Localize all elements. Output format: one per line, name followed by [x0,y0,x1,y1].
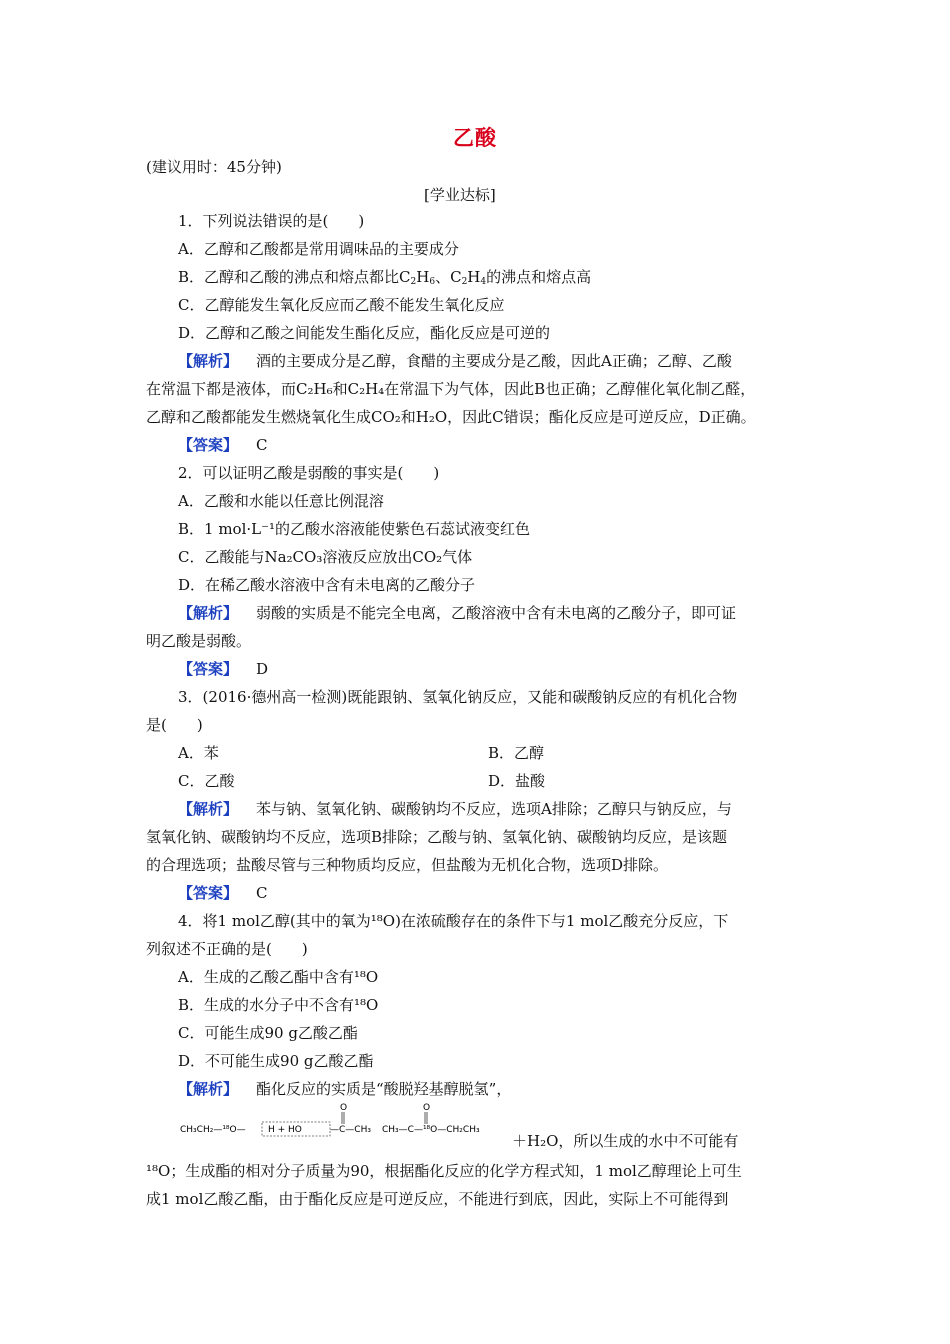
q3-analysis-line1: 【解析】 苯与钠、氢氧化钠、碳酸钠均不反应，选项A排除；乙醇只与钠反应，与 [178,800,732,818]
q3-option-c: C．乙酸 [178,772,235,790]
q3-analysis-line2: 氢氧化钠、碳酸钠均不反应，选项B排除；乙酸与钠、氢氧化钠、碳酸钠均反应，是该题 [146,828,728,846]
formula-ester: CH₃—C—¹⁸O—CH₂CH₃ [382,1125,480,1135]
q4-analysis-line4: 成1 mol乙酸乙酯，由于酯化反应是可逆反应，不能进行到底，因此，实际上不可能得到 [146,1190,729,1208]
time-note: (建议用时：45分钟) [146,158,282,176]
formula-acid: —C—CH₃ [330,1125,371,1135]
q4-stem-line2: 列叙述不正确的是( ) [146,940,308,958]
answer-tag: 【答案】 [178,660,239,678]
q1-option-c: C．乙醇能发生氧化反应而乙酸不能发生氧化反应 [178,296,505,314]
answer-tag: 【答案】 [178,436,239,454]
analysis-tag: 【解析】 [178,352,239,370]
q3-analysis-line3: 的合理选项；盐酸尽管与三种物质均反应，但盐酸为无机化合物，选项D排除。 [146,856,669,874]
formula-ethanol: CH₃CH₂—¹⁸O— [180,1125,246,1135]
q3-stem-line2: 是( ) [146,716,203,734]
formula-o-top-1: O [340,1103,348,1113]
q1-analysis-line3: 乙醇和乙酸都能发生燃烧氧化生成CO₂和H₂O，因此C错误；酯化反应是可逆反应，D正确。 [146,408,756,426]
q1-analysis-line1: 【解析】 酒的主要成分是乙醇，食醋的主要成分是乙酸，因此A正确；乙醇、乙酸 [178,352,732,370]
q2-option-a: A．乙酸和水能以任意比例混溶 [178,492,384,510]
q2-analysis-line2: 明乙酸是弱酸。 [146,632,252,650]
q4-analysis-line1: 【解析】 酯化反应的实质是“酸脱羟基醇脱氢”， [178,1080,512,1098]
answer-tag: 【答案】 [178,884,239,902]
q2-option-c: C．乙酸能与Na₂CO₃溶液反应放出CO₂气体 [178,548,473,566]
q3-option-b: B．乙醇 [488,744,545,762]
q4-option-a: A．生成的乙酸乙酯中含有¹⁸O [178,968,379,986]
analysis-tag: 【解析】 [178,604,239,622]
q2-answer: 【答案】 D [178,660,269,678]
q1-option-b: B．乙醇和乙酸的沸点和熔点都比$C_2H_6$、$C_2H_4$的沸点和熔点高 [178,268,592,287]
analysis-tag: 【解析】 [178,800,239,818]
formula-o-top-2: O [423,1103,431,1113]
q1-answer: 【答案】 C [178,436,268,454]
q1-option-d: D．乙醇和乙酸之间能发生酯化反应，酯化反应是可逆的 [178,324,551,342]
q4-option-b: B．生成的水分子中不含有¹⁸O [178,996,379,1014]
section-heading: [学业达标] [424,186,496,204]
q2-option-d: D．在稀乙酸水溶液中含有未电离的乙酸分子 [178,576,476,594]
q3-stem-line1: 3．(2016·德州高一检测)既能跟钠、氢氧化钠反应，又能和碳酸钠反应的有机化合物 [178,688,738,706]
q2-stem: 2．可以证明乙酸是弱酸的事实是( ) [178,464,440,482]
q3-option-a: A．苯 [178,744,219,762]
q4-analysis-line3: ¹⁸O；生成酯的相对分子质量为90，根据酯化反应的化学方程式知，1 mol乙醇理论上可生 [146,1162,742,1180]
q1-analysis-line2: 在常温下都是液体，而C₂H₆和C₂H₄在常温下为气体，因此B也正确；乙醇催化氧化制乙醛， [146,380,756,398]
q2-option-b: B．1 mol·L⁻¹的乙酸水溶液能使紫色石蕊试液变红色 [178,520,531,538]
q4-option-c: C．可能生成90 g乙酸乙酯 [178,1024,358,1042]
analysis-tag: 【解析】 [178,1080,239,1098]
q3-option-d: D．盐酸 [488,772,546,790]
q1-stem: 1．下列说法错误的是( ) [178,212,365,230]
q4-option-d: D．不可能生成90 g乙酸乙酯 [178,1052,374,1070]
q4-stem-line1: 4．将1 mol乙醇(其中的氧为¹⁸O)在浓硫酸存在的条件下与1 mol乙酸充分反应，下 [178,912,729,930]
q2-analysis-line1: 【解析】 弱酸的实质是不能完全电离，乙酸溶液中含有未电离的乙酸分子，即可证 [178,604,737,622]
q3-answer: 【答案】 C [178,884,268,902]
formula-box-text: H + HO [268,1125,302,1135]
page-title: 乙酸 [453,125,497,150]
q4-analysis-line2: ＋H₂O，所以生成的水中不可能有 [512,1132,739,1150]
q1-option-a: A．乙醇和乙酸都是常用调味品的主要成分 [178,240,459,258]
esterification-formula [178,1100,508,1142]
